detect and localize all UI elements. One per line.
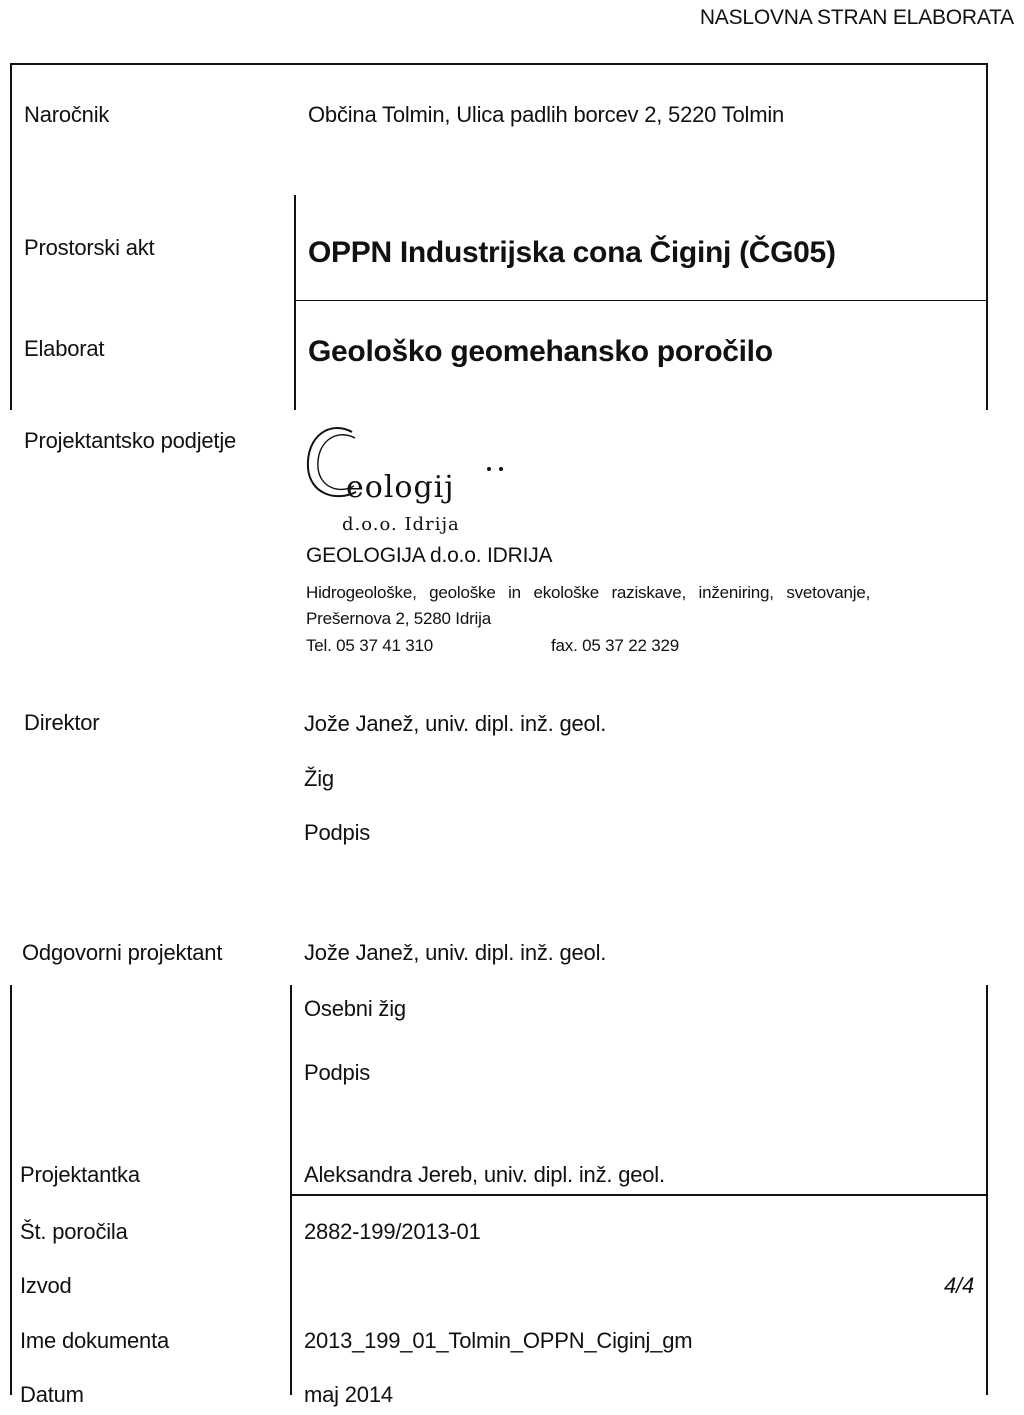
st-porocila-value: 2882-199/2013-01 [304, 1219, 481, 1244]
odgovorni-projektant-signature: Podpis [304, 1060, 371, 1085]
column-divider [294, 195, 296, 410]
elaborat-value: Geološko geomehansko poročilo [308, 335, 773, 368]
projektantka-name: Aleksandra Jereb, univ. dipl. inž. geol. [304, 1162, 665, 1187]
company-services: Hidrogeološke, geološke in ekološke raziskave, inženiring, svetovanje, [306, 583, 871, 602]
odgovorni-projektant-stamp: Osebni žig [304, 996, 406, 1021]
odgovorni-projektant-name: Jože Janež, univ. dipl. inž. geol. [304, 940, 607, 965]
izvod-value: 4/4 [944, 1273, 974, 1297]
ime-dokumenta-value: 2013_199_01_Tolmin_OPPN_Ciginj_gm [304, 1328, 693, 1353]
odgovorni-projektant-label: Odgovorni projektant [22, 940, 223, 965]
logo-subtitle: d.o.o. Idrija [342, 514, 460, 535]
row-divider [290, 1194, 988, 1196]
company-name: GEOLOGIJA d.o.o. IDRIJA [306, 544, 553, 567]
datum-value: maj 2014 [304, 1382, 393, 1407]
direktor-stamp: Žig [304, 766, 334, 791]
prostorski-akt-label: Prostorski akt [24, 235, 155, 260]
company-address: Prešernova 2, 5280 Idrija [306, 609, 491, 628]
elaborat-label: Elaborat [24, 336, 105, 361]
company-fax: fax. 05 37 22 329 [551, 636, 679, 655]
izvod-value-clip [920, 1270, 980, 1297]
page-title: NASLOVNA STRAN ELABORATA [699, 6, 1014, 29]
direktor-label: Direktor [24, 710, 100, 735]
narocnik-label: Naročnik [24, 102, 110, 127]
row-divider [294, 300, 988, 301]
direktor-signature: Podpis [304, 820, 371, 845]
prostorski-akt-value: OPPN Industrijska cona Čiginj (ČG05) [308, 236, 836, 269]
st-porocila-label: Št. poročila [20, 1219, 128, 1244]
ime-dokumenta-label: Ime dokumenta [20, 1328, 170, 1353]
datum-label: Datum [20, 1382, 84, 1407]
table-left-border [10, 63, 12, 410]
company-tel: Tel. 05 37 41 310 [306, 636, 434, 655]
lower-column-divider [290, 985, 292, 1395]
izvod-label-clip [20, 1270, 220, 1297]
narocnik-value: Občina Tolmin, Ulica padlih borcev 2, 5220 Tolmin [308, 102, 785, 127]
izvod-label: Izvod [20, 1273, 72, 1297]
direktor-name: Jože Janež, univ. dipl. inž. geol. [304, 711, 607, 736]
company-logo [300, 418, 560, 540]
table-right-border [986, 63, 988, 410]
projektantka-label: Projektantka [20, 1162, 140, 1187]
projektantsko-podjetje-label: Projektantsko podjetje [24, 428, 237, 453]
lower-left-border [10, 985, 12, 1395]
logo-wordmark: eologij [346, 470, 455, 505]
table-top-border [10, 63, 988, 65]
lower-right-border [986, 985, 988, 1395]
